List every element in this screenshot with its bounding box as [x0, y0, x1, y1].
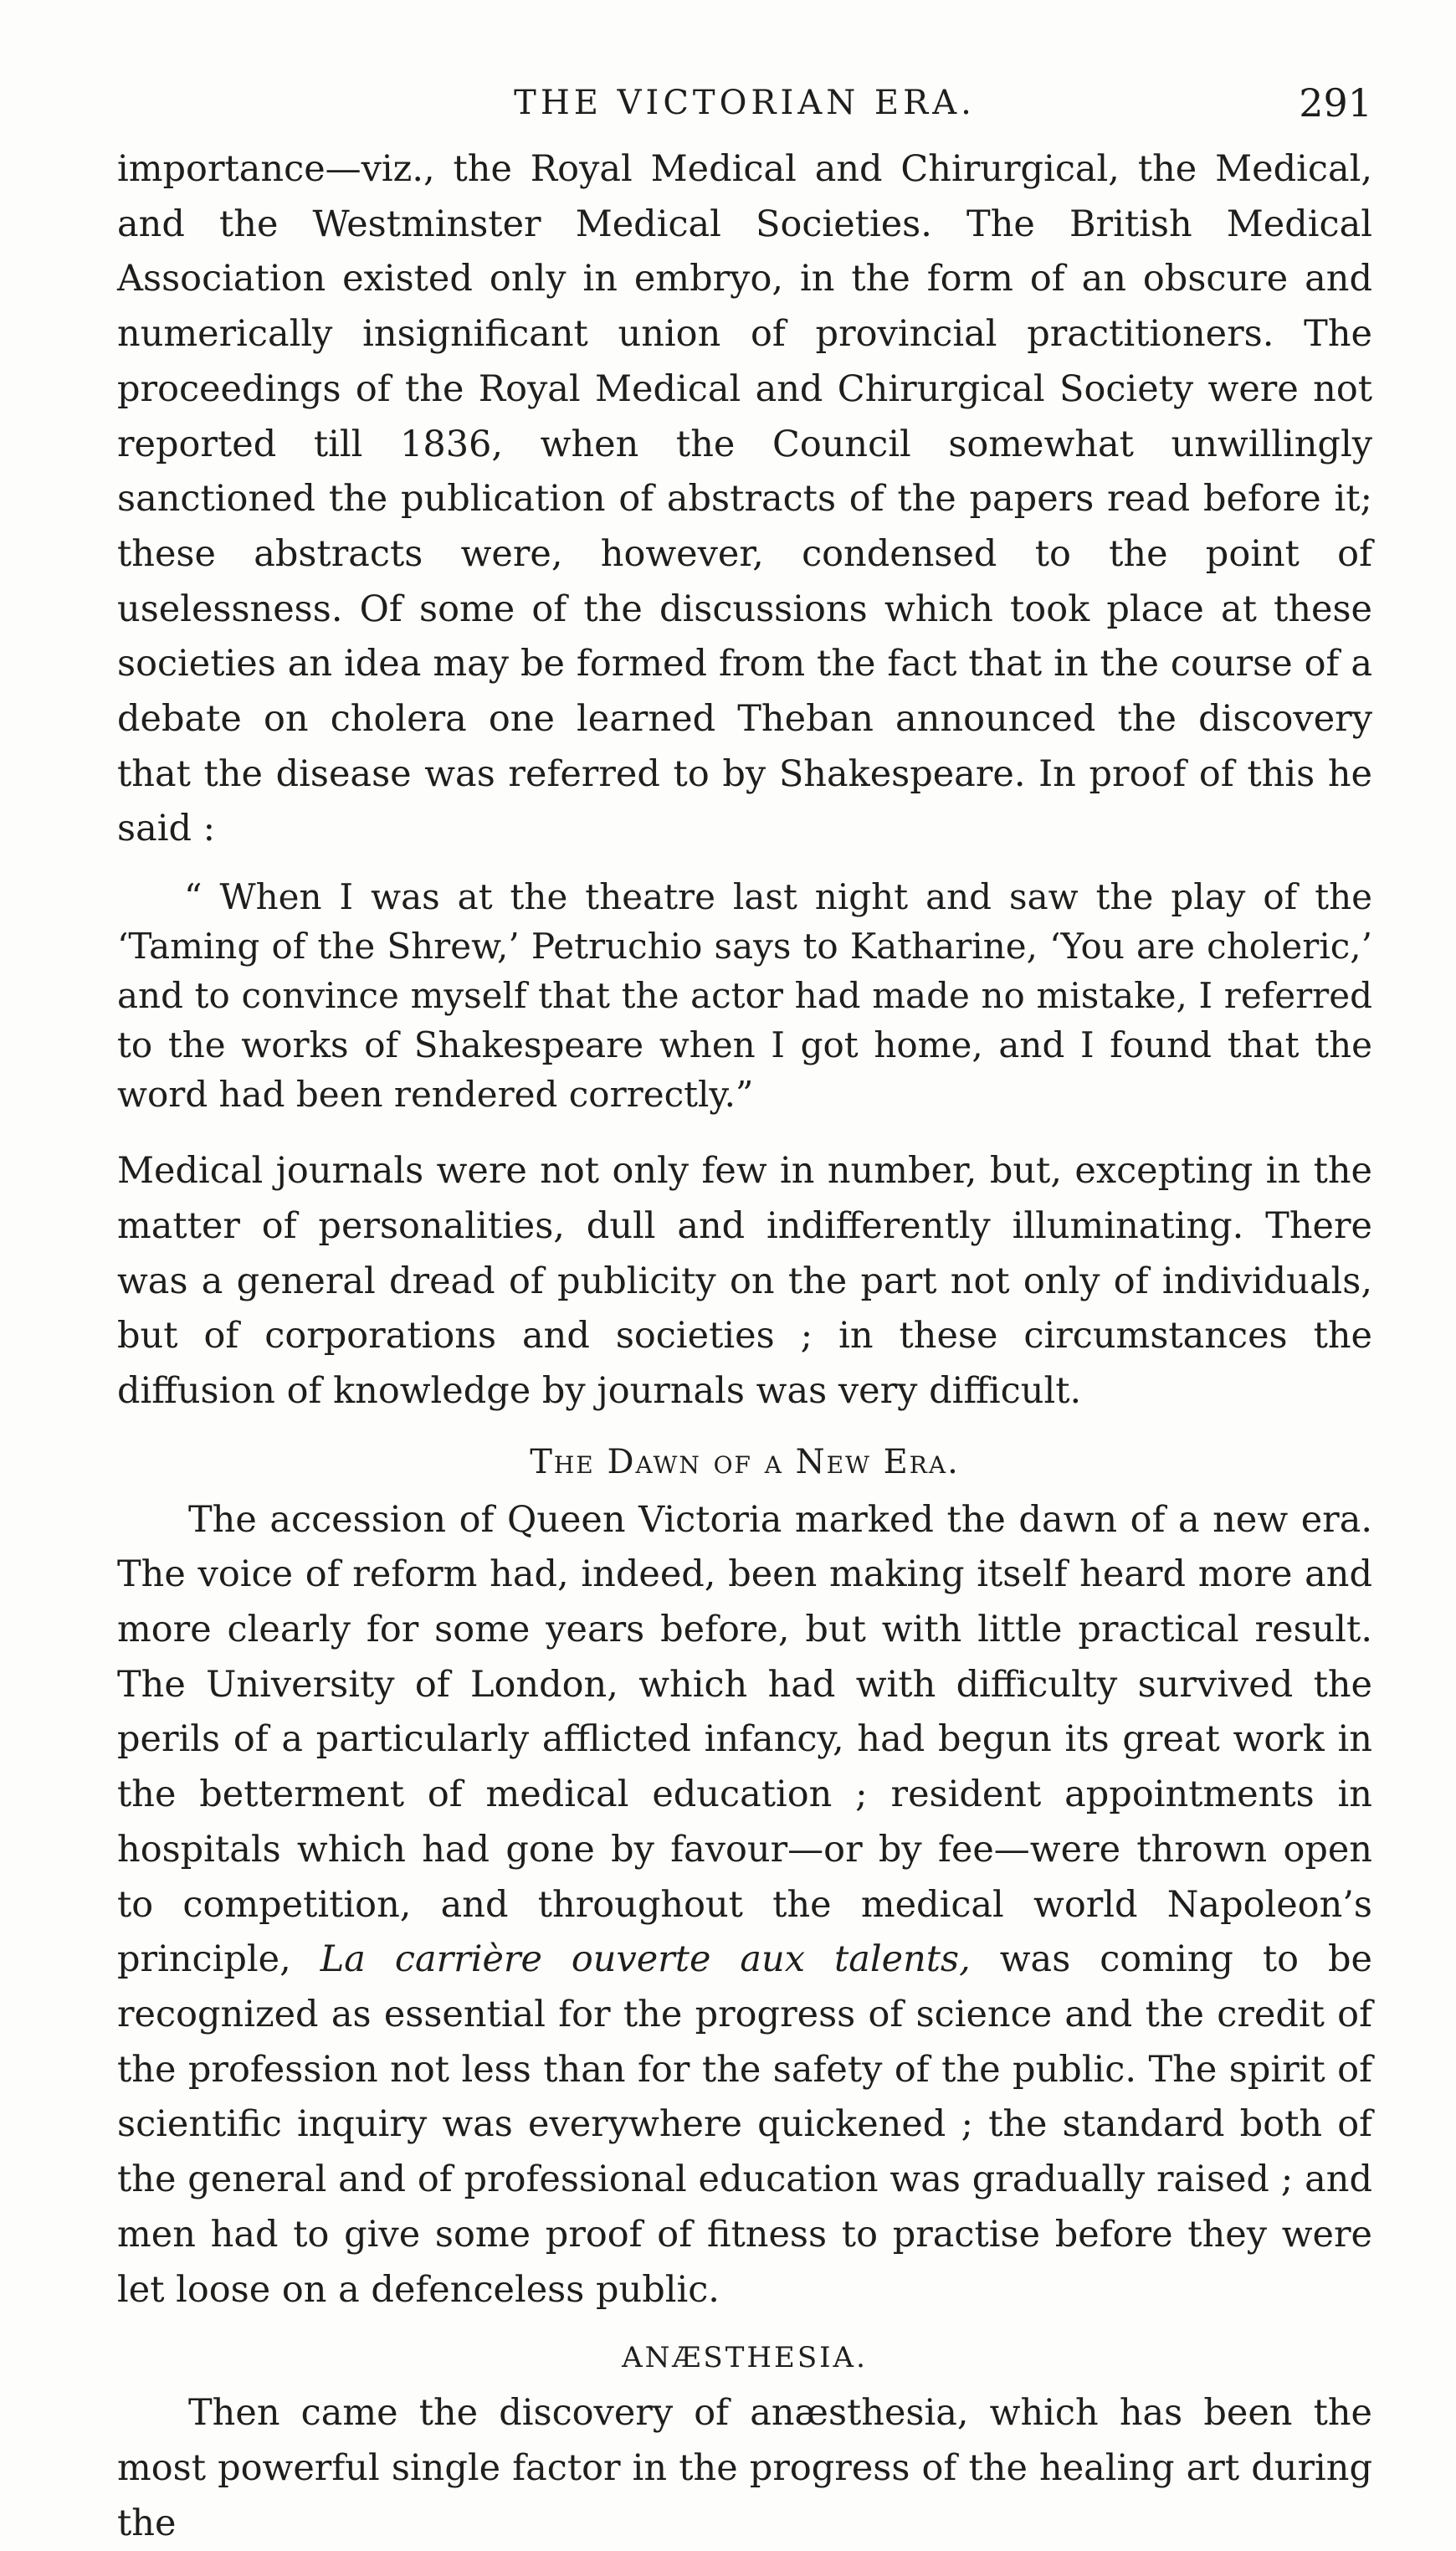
paragraph-accession: [117, 1493, 1372, 2318]
italic-quote-napoleon: La carrière ouverte aux talents,: [320, 1938, 971, 1981]
book-page: [117, 80, 1372, 2551]
running-title: THE VICTORIAN ERA.: [514, 84, 976, 122]
paragraph-medical-journals: Medical journals were not only few in number, but, excepting in the matter of personalities, dull and indifferently illuminating. There was a general dread of publicity on the part not only of individuals, but of corporations and societies ; in these circumstances the diffusion of knowledge by journals was very difficult.: [117, 1150, 1372, 1412]
running-head: [117, 80, 1372, 142]
page-number: 291: [1299, 80, 1372, 126]
paragraph-accession-text-2: was coming to be recognized as essential for the progress of science and the credit of the profession not less than for the safety of the public. The spirit of scientific inquiry was everywhere quickened ; the standard both of the general and of professional education was gradually raised ; and men had to give some proof of fitness to practise before they were let loose on a defenceless public.: [117, 1938, 1372, 2311]
paragraph-anaesthesia: Then came the discovery of anæsthesia, which has been the most powerful single factor in the progress of the healing art during the: [117, 2392, 1372, 2544]
block-quote-shakespeare: “ When I was at the theatre last night and saw the play of the ‘Taming of the Shrew,’ Petruchio says to Katharine, ‘You are choleric,’ and to convince myself that the actor had made no mistake, I referred to the works of Shakespeare when I got home, and I found that the word had been rendered correctly.”: [117, 876, 1372, 1116]
section-heading-dawn-of-new-era: The Dawn of a New Era.: [530, 1442, 960, 1481]
paragraph-accession-text-1: The accession of Queen Victoria marked the dawn of a new era. The voice of reform had, indeed, been making itself heard more and more clearly for some years before, but with little practical result. The University of London, which had with difficulty survived the perils of a particularly afflicted infancy, had begun its great work in the betterment of medical education ; resident appointments in hospitals which had gone by favour—or by fee—were thrown open to competition, and throughout the medical world Napoleon’s principle,: [117, 1498, 1372, 1981]
section-heading-anaesthesia: ANÆSTHESIA.: [622, 2341, 868, 2375]
paragraph-societies: importance—viz., the Royal Medical and Chirurgical, the Medical, and the Westminster Medical Societies. The British Medical Association existed only in embryo, in the form of an obscure and numerically insignificant union of provincial practitioners. The proceedings of the Royal Medical and Chirurgical Society were not reported till 1836, when the Council somewhat unwillingly sanctioned the publication of abstracts of the papers read before it; these abstracts were, however, condensed to the point of uselessness. Of some of the discussions which took place at these societies an idea may be formed from the fact that in the course of a debate on cholera one learned Theban announced the discovery that the disease was referred to by Shakespeare. In proof of this he said :: [117, 148, 1372, 850]
